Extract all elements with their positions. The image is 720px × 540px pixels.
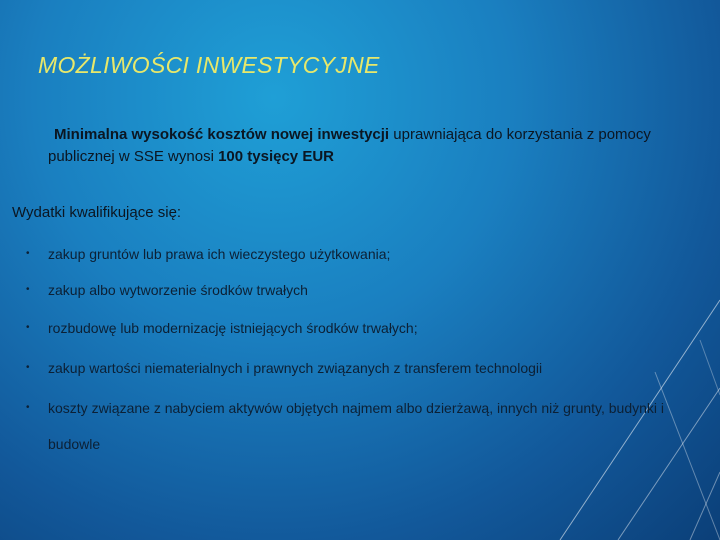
list-item-text: koszty związane z nabyciem aktywów objętych najmem albo dzierżawą, innych niż grunty, budynki i budowle (48, 400, 665, 452)
slide-title: MOŻLIWOŚCI INWESTYCYJNE (38, 52, 380, 78)
intro-text: uprawniająca do korzystania z pomocy publicznej w SSE wynosi (48, 126, 651, 165)
list-item (26, 390, 690, 462)
list-item (26, 310, 690, 346)
intro-bold-lead: Minimalna wysokość kosztów nowej inwestycji (54, 126, 390, 143)
intro-paragraph (48, 124, 698, 168)
list-item (26, 350, 690, 386)
bullet-icon: • (26, 248, 30, 259)
list-item-text: zakup gruntów lub prawa ich wieczystego użytkowania; (48, 246, 391, 262)
bullet-icon: • (26, 362, 30, 373)
bullet-icon: • (26, 284, 30, 295)
eligible-expenses-heading: Wydatki kwalifikujące się: (12, 204, 182, 221)
bullet-icon: • (26, 322, 30, 333)
list-item-text: zakup albo wytworzenie środków trwałych (48, 282, 308, 298)
list-item-text: zakup wartości niematerialnych i prawnych związanych z transferem technologii (48, 360, 543, 376)
list-item-text: rozbudowę lub modernizację istniejących środków trwałych; (48, 320, 418, 336)
intro-bold-amount: 100 tysięcy EUR (218, 148, 334, 165)
list-item (26, 236, 690, 272)
list-item (26, 272, 690, 308)
bullet-icon: • (26, 402, 30, 413)
